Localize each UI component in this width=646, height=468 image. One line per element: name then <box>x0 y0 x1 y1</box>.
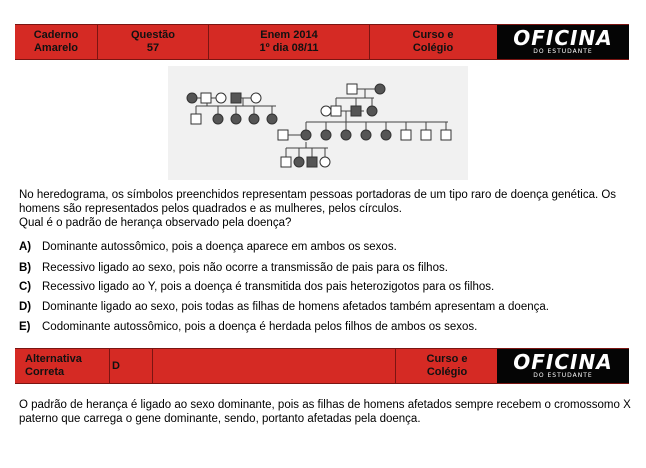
option-letter: E) <box>19 321 31 333</box>
logo-wordmark: OFICINA <box>513 350 613 374</box>
logo-subtitle: DO ESTUDANTE <box>533 48 593 55</box>
answer-label-cell <box>15 349 110 383</box>
answer-value-cell <box>100 349 153 383</box>
pedigree-figure <box>168 66 468 180</box>
caderno-label: Caderno <box>33 29 79 41</box>
question-paragraph: No heredograma, os símbolos preenchidos representam pessoas portadoras de um tipo raro de doença genética. Os homens são representados pelos quadrados e as mulheres, pelos círculos. <box>19 189 617 215</box>
answer-label-line2: Correta <box>25 366 65 378</box>
curso-line1: Curso e <box>412 29 454 41</box>
questao-cell <box>98 25 209 59</box>
curso-cell-bottom <box>395 349 498 383</box>
logo-subtitle: DO ESTUDANTE <box>533 372 593 379</box>
option-b <box>19 261 448 275</box>
option-text: Dominante autossômico, pois a doença aparece em ambos os sexos. <box>42 241 397 253</box>
questao-label: Questão <box>130 29 175 41</box>
option-text: Recessivo ligado ao sexo, pois não ocorre a transmissão de pais para os filhos. <box>42 262 448 274</box>
curso-line2: Colégio <box>412 42 454 54</box>
answer-bar <box>15 348 629 384</box>
option-c <box>19 280 494 294</box>
caderno-value: Amarelo <box>33 42 79 54</box>
oficina-logo <box>497 25 629 59</box>
option-e <box>19 320 477 334</box>
question-prompt: Qual é o padrão de herança observado pela doença? <box>19 217 292 229</box>
option-letter: A) <box>19 241 32 253</box>
header-bar <box>15 24 629 60</box>
option-a <box>19 240 397 254</box>
oficina-logo-bottom <box>497 349 629 383</box>
questao-value: 57 <box>146 42 160 54</box>
logo-wordmark: OFICINA <box>513 26 613 50</box>
caderno-cell <box>15 25 98 59</box>
option-text: Recessivo ligado ao Y, pois a doença é transmitida dos pais heterozigotos para os filhos. <box>42 281 495 293</box>
pedigree-chart <box>168 66 468 180</box>
option-text: Codominante autossômico, pois a doença é herdada pelos filhos de ambos os sexos. <box>42 321 478 333</box>
exam-label: Enem 2014 <box>260 29 318 41</box>
option-letter: C) <box>19 281 32 293</box>
answer-value: D <box>112 359 120 372</box>
curso-line1-bottom: Curso e <box>426 353 468 365</box>
resolution-text: O padrão de herança é ligado ao sexo dominante, pois as filhas de homens afetados sempre recebem o cromossomo X paterno que carrega o gene dominante, sendo, portanto afetadas pela doença. <box>19 399 631 425</box>
exam-date: 1º dia 08/11 <box>259 42 319 54</box>
exam-cell <box>209 25 370 59</box>
option-text: Dominante ligado ao sexo, pois todas as filhas de homens afetados também apresentam a doença. <box>42 301 549 313</box>
answer-label-line1: Alternativa <box>25 353 82 365</box>
option-letter: B) <box>19 262 32 274</box>
curso-line2-bottom: Colégio <box>426 366 468 378</box>
option-letter: D) <box>19 301 32 313</box>
curso-cell <box>370 25 496 59</box>
question-text <box>19 188 631 230</box>
option-d <box>19 300 549 314</box>
